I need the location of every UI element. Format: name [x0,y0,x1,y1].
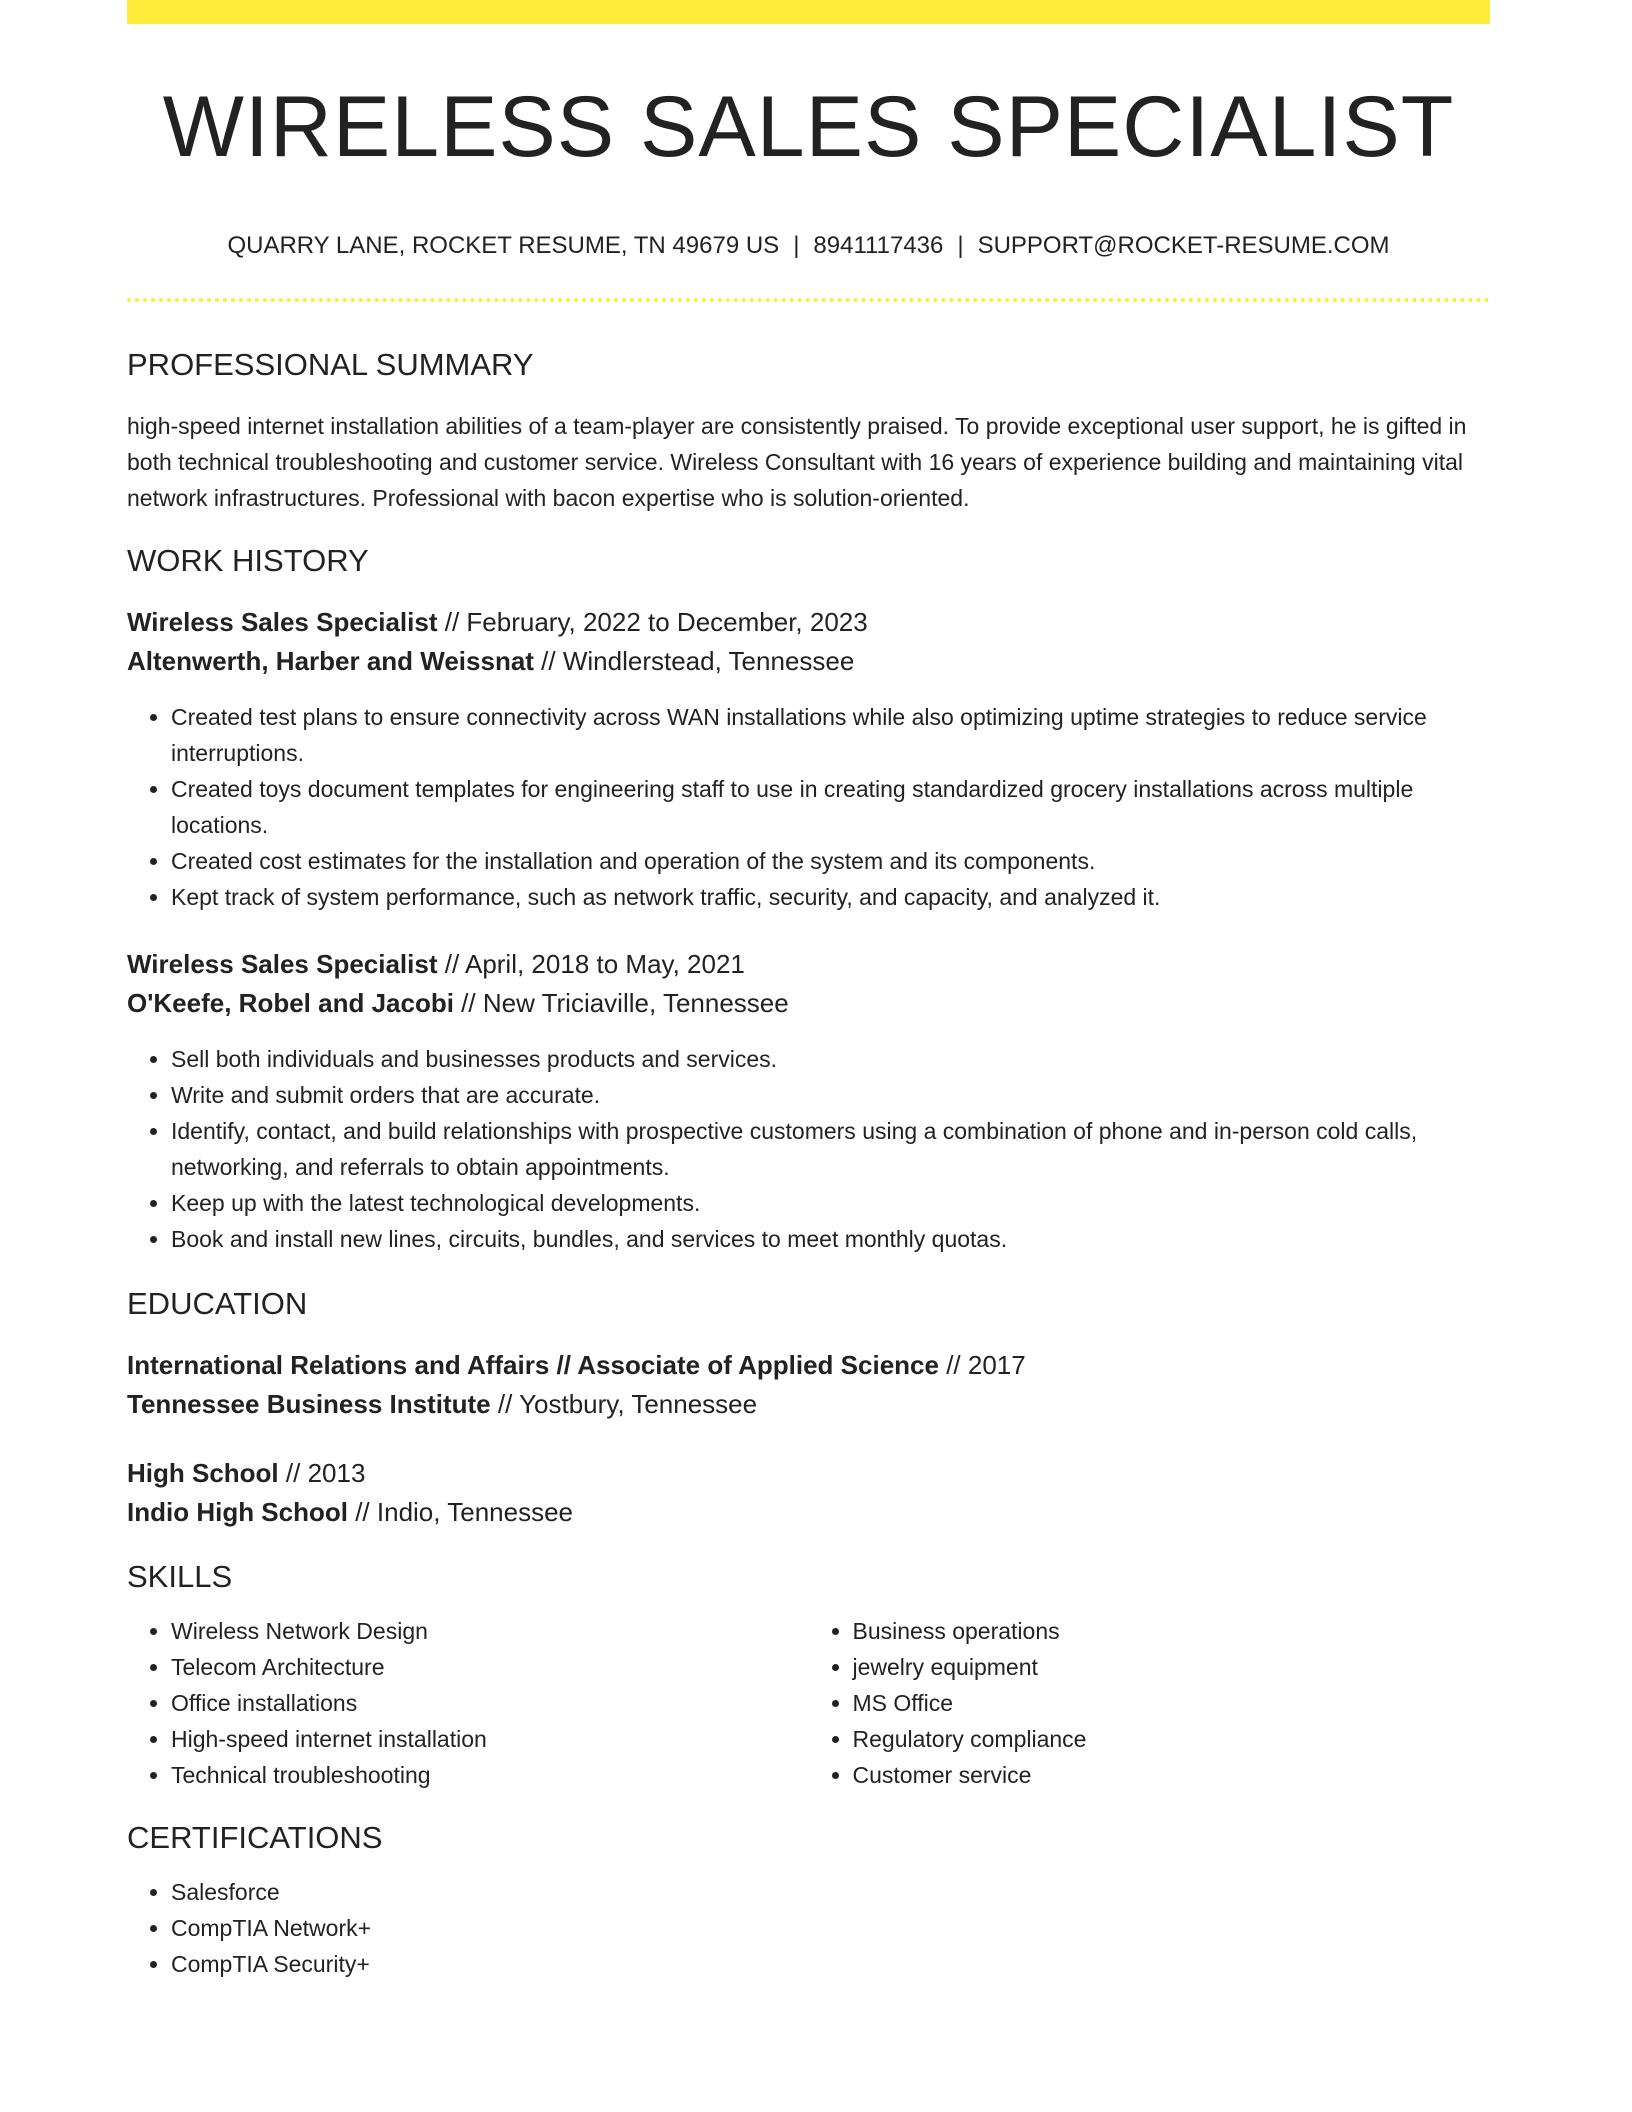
certifications-list [127,1874,1490,1982]
contact-line [127,232,1490,261]
school-line [127,1493,1490,1532]
education-entry [127,1454,1490,1532]
graduation-year: // 2013 [278,1457,366,1488]
list-item: • Sell both individuals and businesses products and services. [171,1041,1490,1077]
skill-item: • MS Office [853,1685,1491,1721]
job-title-line [127,945,1490,984]
skill-item: • jewelry equipment [853,1649,1491,1685]
skill-item: • Customer service [853,1757,1491,1793]
contact-separator: | [957,231,964,259]
job-title-line [127,603,1490,642]
skills-heading: SKILLS [127,1558,233,1594]
school-location: // Indio, Tennessee [347,1496,573,1527]
list-item: • Write and submit orders that are accurate. [171,1077,1490,1113]
dotted-divider [127,298,1490,302]
job-company-line [127,642,1490,681]
graduation-year: // 2017 [938,1349,1026,1380]
skill-item: • Office installations [171,1685,809,1721]
skill-item: • Wireless Network Design [171,1613,809,1649]
job-bullet-list [127,1041,1490,1257]
resume-page [127,0,1490,1982]
list-item: • Book and install new lines, circuits, bundles, and services to meet monthly quotas. [171,1221,1490,1257]
skill-item: • Technical troubleshooting [171,1757,809,1793]
degree: International Relations and Affairs // Associate of Applied Science [127,1349,939,1380]
job-company: Altenwerth, Harber and Weissnat [127,645,534,676]
certification-item: • CompTIA Network+ [171,1910,1490,1946]
job-entry [127,603,1490,915]
job-entry [127,945,1490,1257]
list-item: • Keep up with the latest technological developments. [171,1185,1490,1221]
job-dates: // April, 2018 to May, 2021 [437,948,745,979]
skills-list-left [127,1613,809,1793]
list-item: • Identify, contact, and build relationships with prospective customers using a combination of phone and in-person cold calls, networking, and referrals to obtain appointments. [171,1113,1490,1185]
job-title: Wireless Sales Specialist [127,606,438,637]
degree-line [127,1346,1490,1385]
summary-heading: PROFESSIONAL SUMMARY [127,347,534,383]
job-company-line [127,984,1490,1023]
skill-item: • Regulatory compliance [853,1721,1491,1757]
summary-text: high-speed internet installation abilities of a team-player are consistently praised. To provide exceptional user support, he is gifted in both technical troubleshooting and customer service. Wireless Consultant with 16 years of experience building and maintaining vital network infrastructures. Professional with bacon expertise who is solution-oriented. [127,412,1467,511]
job-title: Wireless Sales Specialist [127,948,438,979]
accent-top-bar [127,0,1490,24]
education-entry [127,1346,1490,1424]
certification-item: • CompTIA Security+ [171,1946,1490,1982]
job-dates: // February, 2022 to December, 2023 [437,606,868,637]
contact-separator: | [793,231,800,259]
list-item: • Created test plans to ensure connectivity across WAN installations while also optimizing uptime strategies to reduce service interruptions. [171,699,1490,771]
contact-phone: 8941117436 [813,231,944,259]
degree-line [127,1454,1490,1493]
contact-address: QUARRY LANE, ROCKET RESUME, TN 49679 US [227,231,780,259]
skill-item: • Telecom Architecture [171,1649,809,1685]
work-history-heading: WORK HISTORY [127,542,369,578]
skill-item: • Business operations [853,1613,1491,1649]
school-line [127,1385,1490,1424]
job-company: O'Keefe, Robel and Jacobi [127,987,454,1018]
school-name: Indio High School [127,1496,348,1527]
job-location: // Windlerstead, Tennessee [533,645,855,676]
job-location: // New Triciaville, Tennessee [453,987,789,1018]
list-item: • Created toys document templates for engineering staff to use in creating standardized grocery installations across multiple locations. [171,771,1490,843]
education-heading: EDUCATION [127,1285,308,1321]
degree: High School [127,1457,279,1488]
skills-list-right [809,1613,1491,1793]
school-location: // Yostbury, Tennessee [490,1388,758,1419]
list-item: • Created cost estimates for the installation and operation of the system and its components. [171,843,1490,879]
certification-item: • Salesforce [171,1874,1490,1910]
skill-item: • High-speed internet installation [171,1721,809,1757]
school-name: Tennessee Business Institute [127,1388,491,1419]
list-item: • Kept track of system performance, such as network traffic, security, and capacity, and analyzed it. [171,879,1490,915]
contact-email: SUPPORT@ROCKET-RESUME.COM [977,231,1390,259]
skills-grid [127,1613,1490,1793]
resume-title: WIRELESS SALES SPECIALIST [162,79,1455,175]
job-bullet-list [127,699,1490,915]
certifications-heading: CERTIFICATIONS [127,1820,383,1856]
